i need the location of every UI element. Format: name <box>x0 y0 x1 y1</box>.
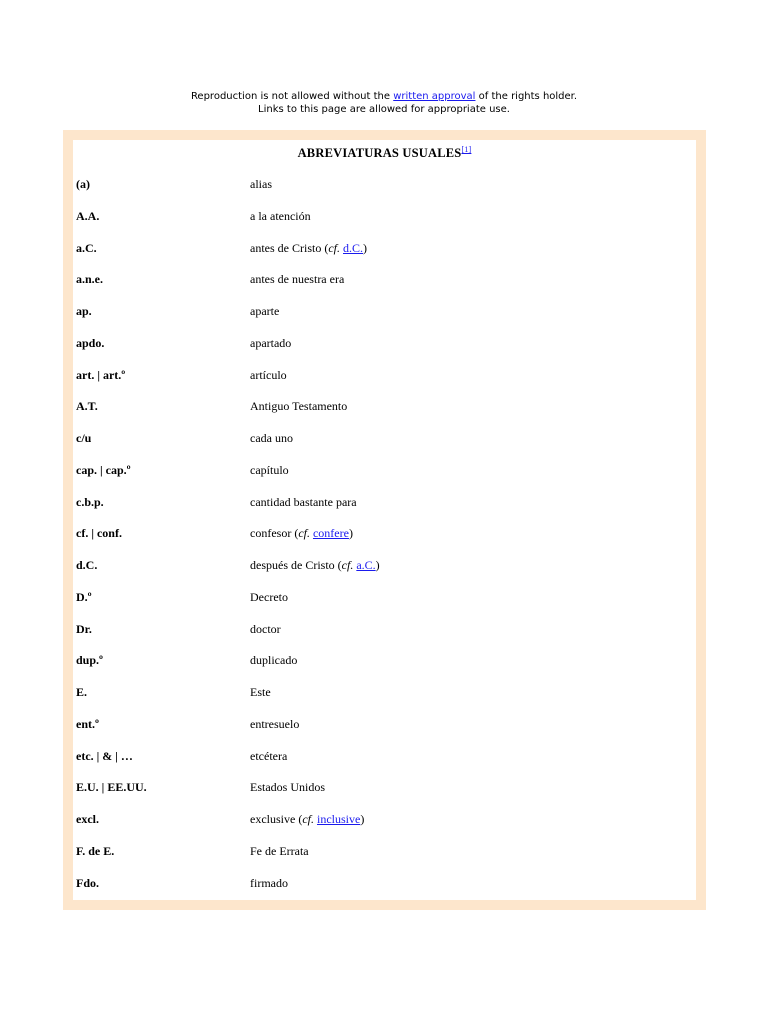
notice-line-1 <box>0 90 768 103</box>
table-row <box>73 495 696 515</box>
table-row <box>73 876 696 896</box>
meaning-text: entresuelo <box>250 716 300 731</box>
meaning-text: a la atención <box>250 208 311 223</box>
footnote-ref <box>461 145 471 154</box>
meaning <box>250 844 309 859</box>
abbreviation: apdo. <box>76 335 105 350</box>
table-row <box>73 622 696 642</box>
copyright-notice <box>0 90 768 116</box>
abbreviation: dup.º <box>76 653 103 668</box>
meaning <box>250 876 288 891</box>
meaning-text: artículo <box>250 367 287 382</box>
abbreviation: ap. <box>76 304 92 318</box>
meaning-text: capítulo <box>250 462 289 477</box>
meaning-text: antes de Cristo ( <box>250 240 329 255</box>
table-row <box>73 780 696 800</box>
meaning-text: aparte <box>250 304 280 318</box>
abbreviation: E.U. | EE.UU. <box>76 780 147 795</box>
table-row <box>73 368 696 388</box>
table-row <box>73 399 696 419</box>
cf-abbrev: cf. <box>298 526 310 541</box>
meaning <box>250 431 293 446</box>
meaning-text: etcétera <box>250 748 288 763</box>
table-row <box>73 717 696 737</box>
abbreviations-table <box>73 140 696 900</box>
table-row <box>73 749 696 769</box>
abbreviation: F. de E. <box>76 843 115 858</box>
meaning-text: Fe de Errata <box>250 843 309 858</box>
table-title-text: ABREVIATURAS USUALES <box>297 146 462 161</box>
meaning-text: doctor <box>250 621 281 636</box>
table-row <box>73 463 696 483</box>
meaning <box>250 622 281 637</box>
abbreviation: E. <box>76 685 88 699</box>
closing-paren: ) <box>363 240 368 255</box>
abbreviation: (a) <box>76 177 90 191</box>
table-row <box>73 590 696 610</box>
meaning-text: exclusive ( <box>250 812 303 826</box>
meaning <box>250 812 364 827</box>
table-title <box>73 145 696 161</box>
meaning <box>250 304 279 319</box>
closing-paren: ) <box>348 526 353 541</box>
table-row <box>73 272 696 292</box>
meaning-text: duplicado <box>250 653 298 668</box>
meaning <box>250 368 287 383</box>
table-row <box>73 304 696 324</box>
meaning <box>250 780 325 795</box>
meaning-text: antes de nuestra era <box>250 272 345 287</box>
meaning-text: firmado <box>250 875 288 890</box>
meaning-text: cantidad bastante para <box>250 494 357 509</box>
closing-paren: ) <box>375 558 380 572</box>
table-row <box>73 526 696 546</box>
meaning-text: apartado <box>250 335 292 350</box>
table-row <box>73 209 696 229</box>
abbreviation: cap. | cap.º <box>76 462 131 477</box>
cf-abbrev: cf. <box>341 558 354 572</box>
meaning <box>250 653 297 668</box>
meaning-text: después de Cristo ( <box>250 558 342 572</box>
meaning-text: alias <box>250 177 272 191</box>
table-row <box>73 431 696 451</box>
abbreviation: Dr. <box>76 621 92 636</box>
abbreviation: c/u <box>76 431 92 445</box>
abbreviation: ent.º <box>76 716 99 731</box>
table-row <box>73 241 696 261</box>
abbreviation: a.n.e. <box>76 272 103 287</box>
meaning-text: Decreto <box>250 589 288 604</box>
meaning-text: Este <box>250 685 271 699</box>
table-row <box>73 653 696 673</box>
table-row <box>73 558 696 578</box>
meaning-text: Estados Unidos <box>250 780 325 795</box>
abbreviation: A.A. <box>76 208 100 223</box>
meaning-text: Antiguo Testamento <box>250 399 348 414</box>
meaning-text: cada uno <box>250 431 293 445</box>
meaning <box>250 272 344 287</box>
cross-reference-link[interactable]: inclusive <box>316 812 361 826</box>
meaning <box>250 241 367 256</box>
written-approval-link[interactable]: written approval <box>393 91 476 102</box>
meaning <box>250 526 353 541</box>
meaning <box>250 685 271 700</box>
table-row <box>73 685 696 705</box>
meaning <box>250 209 311 224</box>
abbreviation: A.T. <box>76 399 98 414</box>
cf-abbrev: cf. <box>302 812 314 826</box>
meaning <box>250 717 299 732</box>
abbreviation: excl. <box>76 812 99 826</box>
table-row <box>73 812 696 832</box>
abbreviation: D.º <box>76 589 92 604</box>
cf-abbrev: cf. <box>328 240 340 255</box>
abbreviation: Fdo. <box>76 875 100 890</box>
meaning <box>250 399 347 414</box>
footnote-link[interactable]: [1] <box>461 145 472 154</box>
abbreviation: art. | art.º <box>76 367 126 382</box>
notice-line-2: Links to this page are allowed for appropriate use. <box>258 104 510 115</box>
abbreviation: c.b.p. <box>76 494 104 509</box>
meaning-text: confesor ( <box>250 526 299 541</box>
meaning <box>250 495 357 510</box>
abbreviation: etc. | & | … <box>76 748 133 763</box>
table-row <box>73 177 696 197</box>
cross-reference-link[interactable]: a.C. <box>356 558 376 572</box>
table-row <box>73 844 696 864</box>
meaning <box>250 336 291 351</box>
table-row <box>73 336 696 356</box>
meaning <box>250 463 289 478</box>
meaning <box>250 177 272 192</box>
abbreviation: cf. | conf. <box>76 526 122 541</box>
closing-paren: ) <box>360 812 365 826</box>
abbreviations-frame <box>63 130 706 910</box>
meaning <box>250 590 288 605</box>
cross-reference-link[interactable]: d.C. <box>343 240 364 255</box>
cross-reference-link[interactable]: confere <box>312 526 349 541</box>
notice-text-before: Reproduction is not allowed without the <box>190 91 391 102</box>
notice-text-after: of the rights holder. <box>478 91 578 102</box>
abbreviation: a.C. <box>76 240 97 255</box>
meaning <box>250 749 287 764</box>
meaning <box>250 558 380 573</box>
abbreviation: d.C. <box>76 558 98 572</box>
